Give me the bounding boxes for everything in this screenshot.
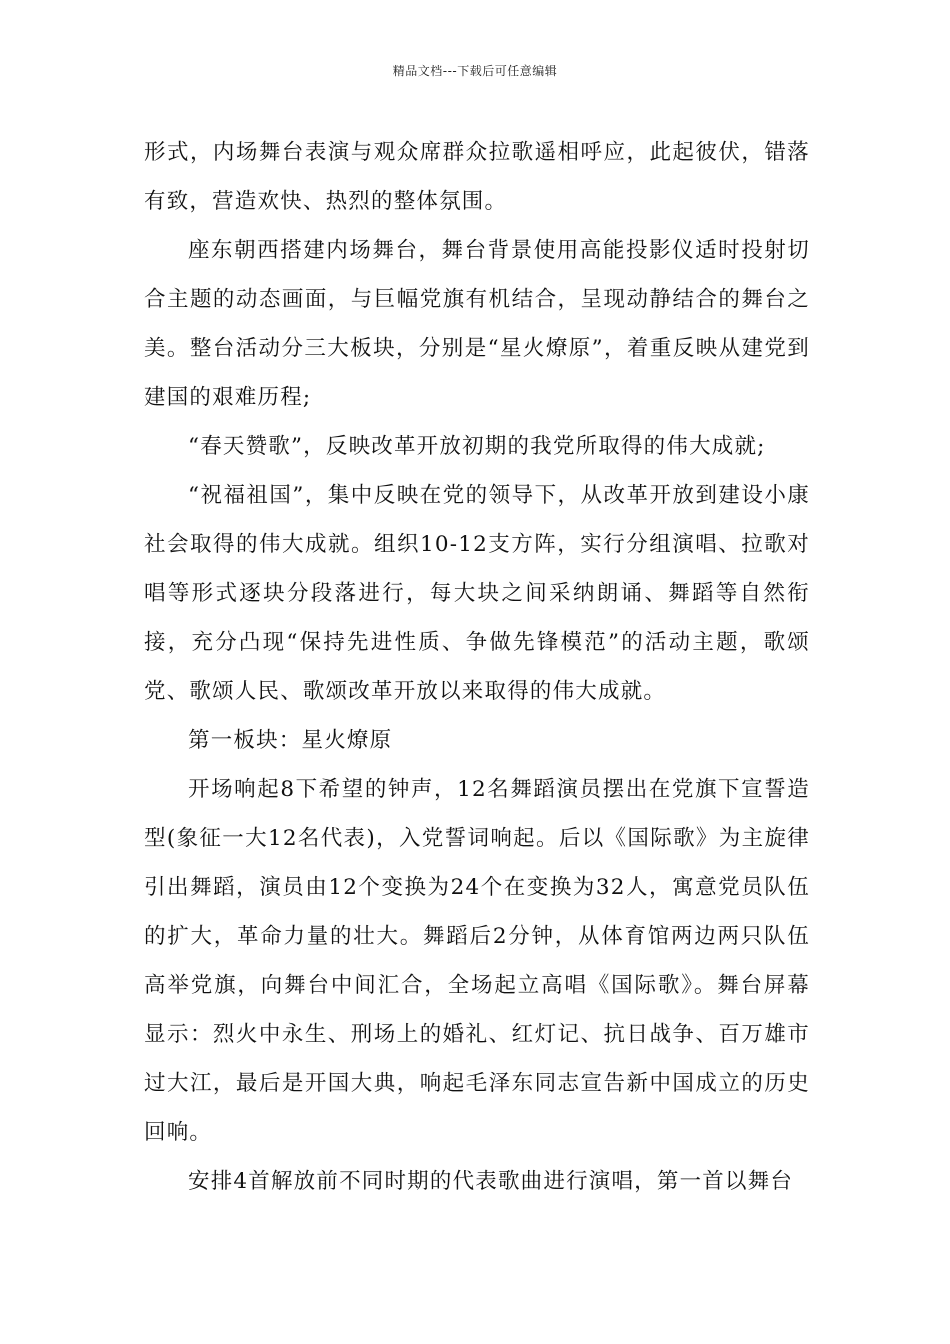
document-body: [144, 128, 810, 1206]
paragraph-bless-motherland: “祝福祖国”，集中反映在党的领导下，从改革开放到建设小康社会取得的伟大成就。组织10-12支方阵，实行分组演唱、拉歌对唱等形式逐块分段落进行，每大块之间采纳朗诵、舞蹈等自然衔接，充分凸现“保持先进性质、争做先锋模范”的活动主题，歌颂党、歌颂人民、歌颂改革开放以来取得的伟大成就。: [144, 483, 810, 704]
paragraph-continuation: 形式，内场舞台表演与观众席群众拉歌遥相呼应，此起彼伏，错落有致，营造欢快、热烈的整体氛围。: [144, 140, 810, 214]
paragraph-four-songs: 安排4首解放前不同时期的代表歌曲进行演唱，第一首以舞台: [188, 1169, 794, 1194]
section-heading-part-one: 第一板块：星火燎原: [188, 728, 393, 753]
paragraph-stage-setup: 座东朝西搭建内场舞台，舞台背景使用高能投影仪适时投射切合主题的动态画面，与巨幅党旗有机结合，呈现动静结合的舞台之美。整台活动分三大板块，分别是“星火燎原”，着重反映从建党到建国的艰难历程;: [144, 238, 810, 410]
paragraph-spring-song: “春天赞歌”，反映改革开放初期的我党所取得的伟大成就;: [188, 434, 766, 459]
page-header: 精品文档---下载后可任意编辑: [392, 64, 558, 78]
paragraph-opening: 开场响起8下希望的钟声，12名舞蹈演员摆出在党旗下宣誓造型(象征一大12名代表)，入党誓词响起。后以《国际歌》为主旋律引出舞蹈，演员由12个变换为24个在变换为32人，寓意党员队伍的扩大，革命力量的壮大。舞蹈后2分钟，从体育馆两边两只队伍高举党旗，向舞台中间汇合，全场起立高唱《国际歌》。舞台屏幕显示：烈火中永生、刑场上的婚礼、红灯记、抗日战争、百万雄市过大江，最后是开国大典，响起毛泽东同志宣告新中国成立的历史回响。: [144, 777, 810, 1145]
